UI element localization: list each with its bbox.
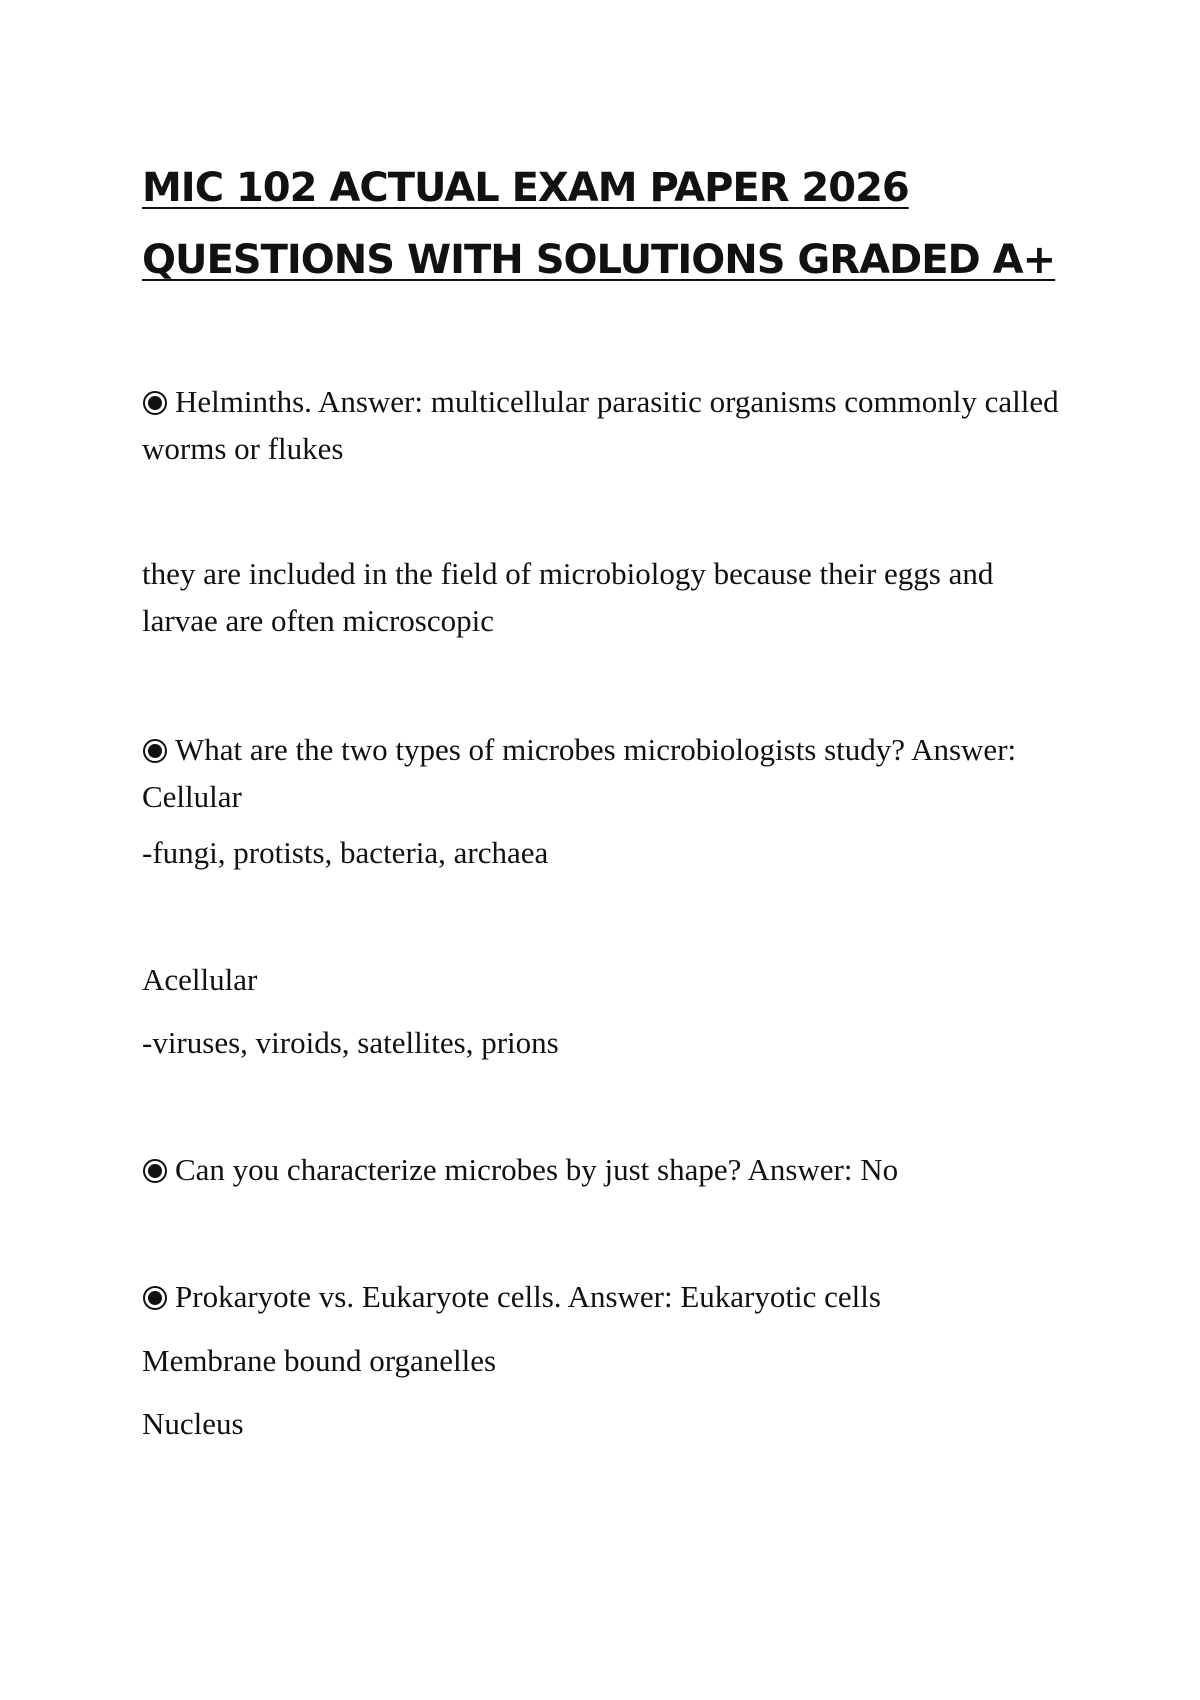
title-line-2: QUESTIONS WITH SOLUTIONS GRADED A+ <box>142 237 1056 283</box>
radio-bullet-icon <box>142 1285 168 1311</box>
radio-bullet-icon <box>142 390 168 416</box>
radio-bullet-icon <box>142 738 168 764</box>
acellular-label: Acellular <box>142 962 258 997</box>
acellular-examples: -viruses, viroids, satellites, prions <box>142 1025 559 1060</box>
helminths-note: they are included in the field of microbiology because their eggs and larvae are often microscopic <box>142 556 994 638</box>
radio-bullet-icon <box>142 1158 168 1184</box>
eukaryote-feature-organelles: Membrane bound organelles <box>142 1343 497 1378</box>
cellular-examples: -fungi, protists, bacteria, archaea <box>142 835 549 870</box>
eukaryote-feature-nucleus: Nucleus <box>142 1406 244 1441</box>
question-prokaryote-eukaryote: Prokaryote vs. Eukaryote cells. Answer: Eukaryotic cells <box>142 1273 1062 1320</box>
document-title <box>142 152 1072 296</box>
question-helminths: Helminths. Answer: multicellular parasitic organisms commonly called worms or flukes <box>142 384 1059 466</box>
title-line-1: MIC 102 ACTUAL EXAM PAPER 2026 <box>142 165 909 211</box>
question-shape: Can you characterize microbes by just shape? Answer: No <box>142 1146 1062 1193</box>
question-two-types: What are the two types of microbes microbiologists study? Answer: Cellular <box>142 732 1017 814</box>
